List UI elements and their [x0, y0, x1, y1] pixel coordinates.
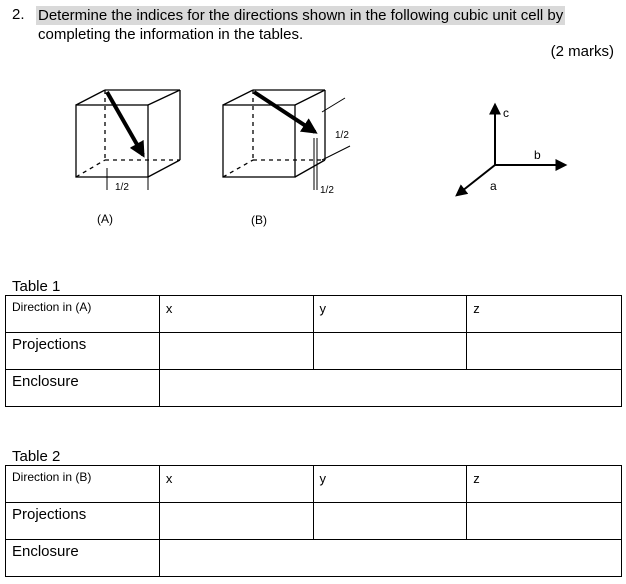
- table-2-enclosure-label: Enclosure: [6, 540, 160, 577]
- fig-b-half-label-bottom: 1/2: [320, 185, 334, 196]
- table-1-projections-label: Projections: [6, 333, 160, 370]
- c-axis-label: c: [503, 106, 509, 120]
- table-2-projection-x-cell[interactable]: [159, 503, 313, 540]
- fig-b-label: (B): [251, 213, 267, 227]
- table-row: [6, 540, 622, 577]
- table-1-projection-y-cell[interactable]: [313, 333, 467, 370]
- question-number: 2.: [12, 6, 25, 23]
- fig-a-label: (A): [97, 212, 113, 226]
- fig-a-half-label: 1/2: [115, 182, 129, 193]
- table-row: [6, 296, 622, 333]
- question-text-line-1: Determine the indices for the directions shown in the following cubic unit cell by: [38, 7, 564, 24]
- table-2-x-header: x: [159, 466, 313, 503]
- table-1-y-header: y: [313, 296, 467, 333]
- table-1-x-header: x: [159, 296, 313, 333]
- table-2-projections-label: Projections: [6, 503, 160, 540]
- table-row: [6, 503, 622, 540]
- fig-b-half-label-right: 1/2: [335, 130, 349, 141]
- table-1-projection-x-cell[interactable]: [159, 333, 313, 370]
- table-2-projection-z-cell[interactable]: [467, 503, 622, 540]
- b-axis-label: b: [534, 148, 541, 162]
- direction-arrow-a: [107, 92, 143, 155]
- table-1-projection-z-cell[interactable]: [467, 333, 622, 370]
- question-text-line-2: completing the information in the tables.: [38, 26, 304, 43]
- cube-a: [76, 90, 180, 190]
- table-1-direction-header: Direction in (A): [6, 296, 160, 333]
- table-2-y-header: y: [313, 466, 467, 503]
- table-1-enclosure-cell[interactable]: [159, 370, 621, 407]
- marks-label: (2 marks): [550, 43, 614, 60]
- cube-b-front-face: [223, 105, 295, 177]
- table-2-direction-header: Direction in (B): [6, 466, 160, 503]
- table-row: [6, 370, 622, 407]
- table-2: [5, 465, 622, 577]
- table-row: [6, 333, 622, 370]
- table-1-z-header: z: [467, 296, 622, 333]
- cubic-unit-cell-figures: [0, 60, 626, 210]
- table-1-enclosure-label: Enclosure: [6, 370, 160, 407]
- table-2-projection-y-cell[interactable]: [313, 503, 467, 540]
- direction-arrow-b: [254, 92, 315, 132]
- table-row: [6, 466, 622, 503]
- table-2-z-header: z: [467, 466, 622, 503]
- cube-b: [223, 90, 350, 190]
- axes-diagram: [457, 105, 565, 195]
- table-1-caption: Table 1: [12, 278, 61, 295]
- table-2-enclosure-cell[interactable]: [159, 540, 621, 577]
- table-2-caption: Table 2: [12, 448, 61, 465]
- a-axis-label: a: [490, 179, 497, 193]
- table-1: [5, 295, 622, 407]
